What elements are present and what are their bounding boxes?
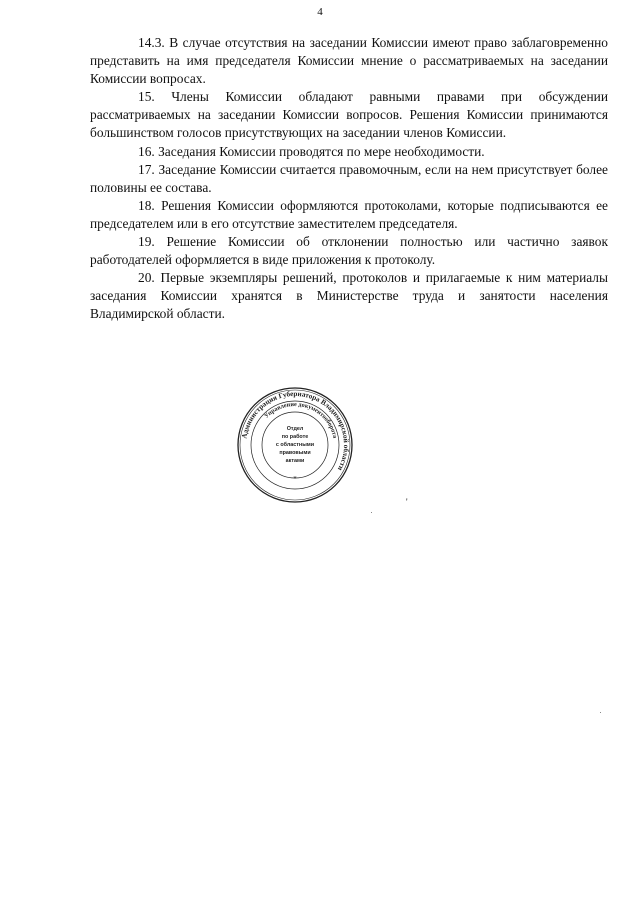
scan-speck bbox=[600, 712, 601, 713]
stray-mark: ' bbox=[406, 497, 408, 507]
paragraph-19: 19. Решение Комиссии об отклонении полностью или частично заявок работодателей оформляется в виде приложения к протоколу. bbox=[90, 234, 608, 268]
document-body bbox=[90, 34, 608, 324]
page-number: 4 bbox=[317, 6, 323, 18]
stamp-center-line: по работе bbox=[281, 434, 309, 440]
stamp-outer-text: Администрация Губернатора Владимирской области bbox=[240, 389, 351, 472]
stamp-center-line: актами bbox=[285, 458, 305, 464]
paragraph-14-3: 14.3. В случае отсутствия на заседании Комиссии имеют право заблаговременно представить на имя председателя Комиссии мнение о рассматриваемых на заседании Комиссии вопросах. bbox=[90, 35, 608, 87]
stamp-seal-icon bbox=[236, 386, 354, 504]
scan-speck bbox=[371, 512, 372, 513]
stamp-inner-text: Управление документооборота bbox=[263, 400, 339, 439]
paragraph-17: 17. Заседание Комиссии считается правомочным, если на нем присутствует более половины ее состава. bbox=[90, 161, 608, 195]
official-stamp bbox=[236, 386, 354, 504]
paragraph-16: 16. Заседания Комиссии проводятся по мере необходимости. bbox=[138, 143, 485, 159]
paragraph-15: 15. Члены Комиссии обладают равными правами при обсуждении рассматриваемых на заседании Комиссии вопросов. Решения Комиссии принимаются большинством голосов присутствующих на заседании членов Комиссии. bbox=[90, 89, 608, 141]
paragraph-20: 20. Первые экземпляры решений, протоколов и прилагаемые к ним материалы заседания Комиссии хранятся в Министерстве труда и занятости населения Владимирской области. bbox=[90, 270, 608, 322]
stamp-center-line: Отдел bbox=[286, 426, 304, 432]
stamp-center-line: с областными bbox=[275, 442, 315, 448]
paragraph-18: 18. Решения Комиссии оформляются протоколами, которые подписываются ее председателем или в его отсутствие заместителем председателя. bbox=[90, 197, 608, 231]
svg-text:*: * bbox=[293, 475, 297, 483]
stamp-center-line: правовыми bbox=[279, 450, 311, 456]
